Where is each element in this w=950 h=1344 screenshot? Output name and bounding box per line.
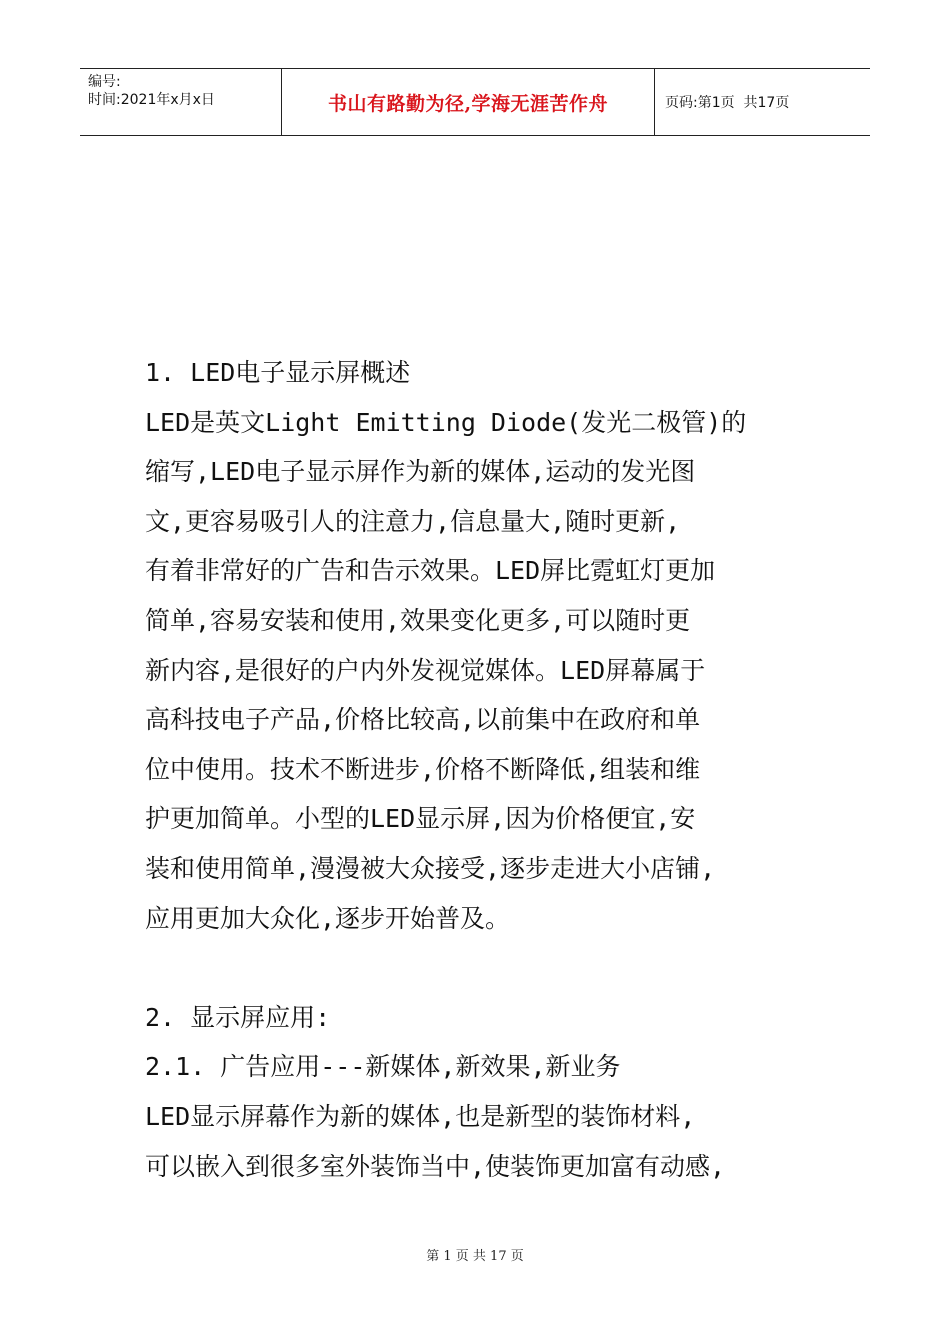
header-motto-cell xyxy=(282,69,655,135)
time-label: 时间:2021年x月x日 xyxy=(88,92,215,108)
section-heading: 2. 显示屏应用: xyxy=(145,1002,331,1032)
page-info: 页码:第1页 共17页 xyxy=(665,95,790,111)
body-line: LED是英文Light Emitting Diode(发光二极管)的 xyxy=(145,407,747,437)
section-heading: 1. LED电子显示屏概述 xyxy=(145,358,411,387)
subsection-heading: 2.1. 广告应用---新媒体,新效果,新业务 xyxy=(145,1052,621,1082)
blank-line xyxy=(145,943,825,993)
document-body xyxy=(145,348,825,1191)
body-line: 护更加简单。小型的LED显示屏,因为价格便宜,安 xyxy=(145,804,696,834)
number-label: 编号: xyxy=(88,74,121,90)
header-meta-cell xyxy=(80,69,282,135)
body-line: 可以嵌入到很多室外装饰当中,使装饰更加富有动感, xyxy=(145,1151,726,1181)
footer-page-number: 第 1 页 共 17 页 xyxy=(426,1249,524,1264)
body-line: 简单,容易安装和使用,效果变化更多,可以随时更 xyxy=(145,605,691,635)
body-line: LED显示屏幕作为新的媒体,也是新型的装饰材料, xyxy=(145,1101,696,1131)
body-line: 装和使用简单,漫漫被大众接受,逐步走进大小店铺, xyxy=(145,853,716,883)
body-line: 文,更容易吸引人的注意力,信息量大,随时更新, xyxy=(145,506,681,536)
motto-text: 书山有路勤为径,学海无涯苦作舟 xyxy=(327,92,609,115)
body-line: 高科技电子产品,价格比较高,以前集中在政府和单 xyxy=(145,705,701,735)
body-line: 有着非常好的广告和告示效果。LED屏比霓虹灯更加 xyxy=(145,556,716,586)
document-header xyxy=(80,68,870,136)
body-line: 新内容,是很好的户内外发视觉媒体。LED屏幕属于 xyxy=(145,655,706,685)
body-line: 位中使用。技术不断进步,价格不断降低,组装和维 xyxy=(145,754,701,784)
body-line: 应用更加大众化,逐步开始普及。 xyxy=(145,903,511,933)
body-line: 缩写,LED电子显示屏作为新的媒体,运动的发光图 xyxy=(145,457,696,487)
page-footer xyxy=(0,1245,950,1264)
header-page-cell xyxy=(655,69,870,135)
